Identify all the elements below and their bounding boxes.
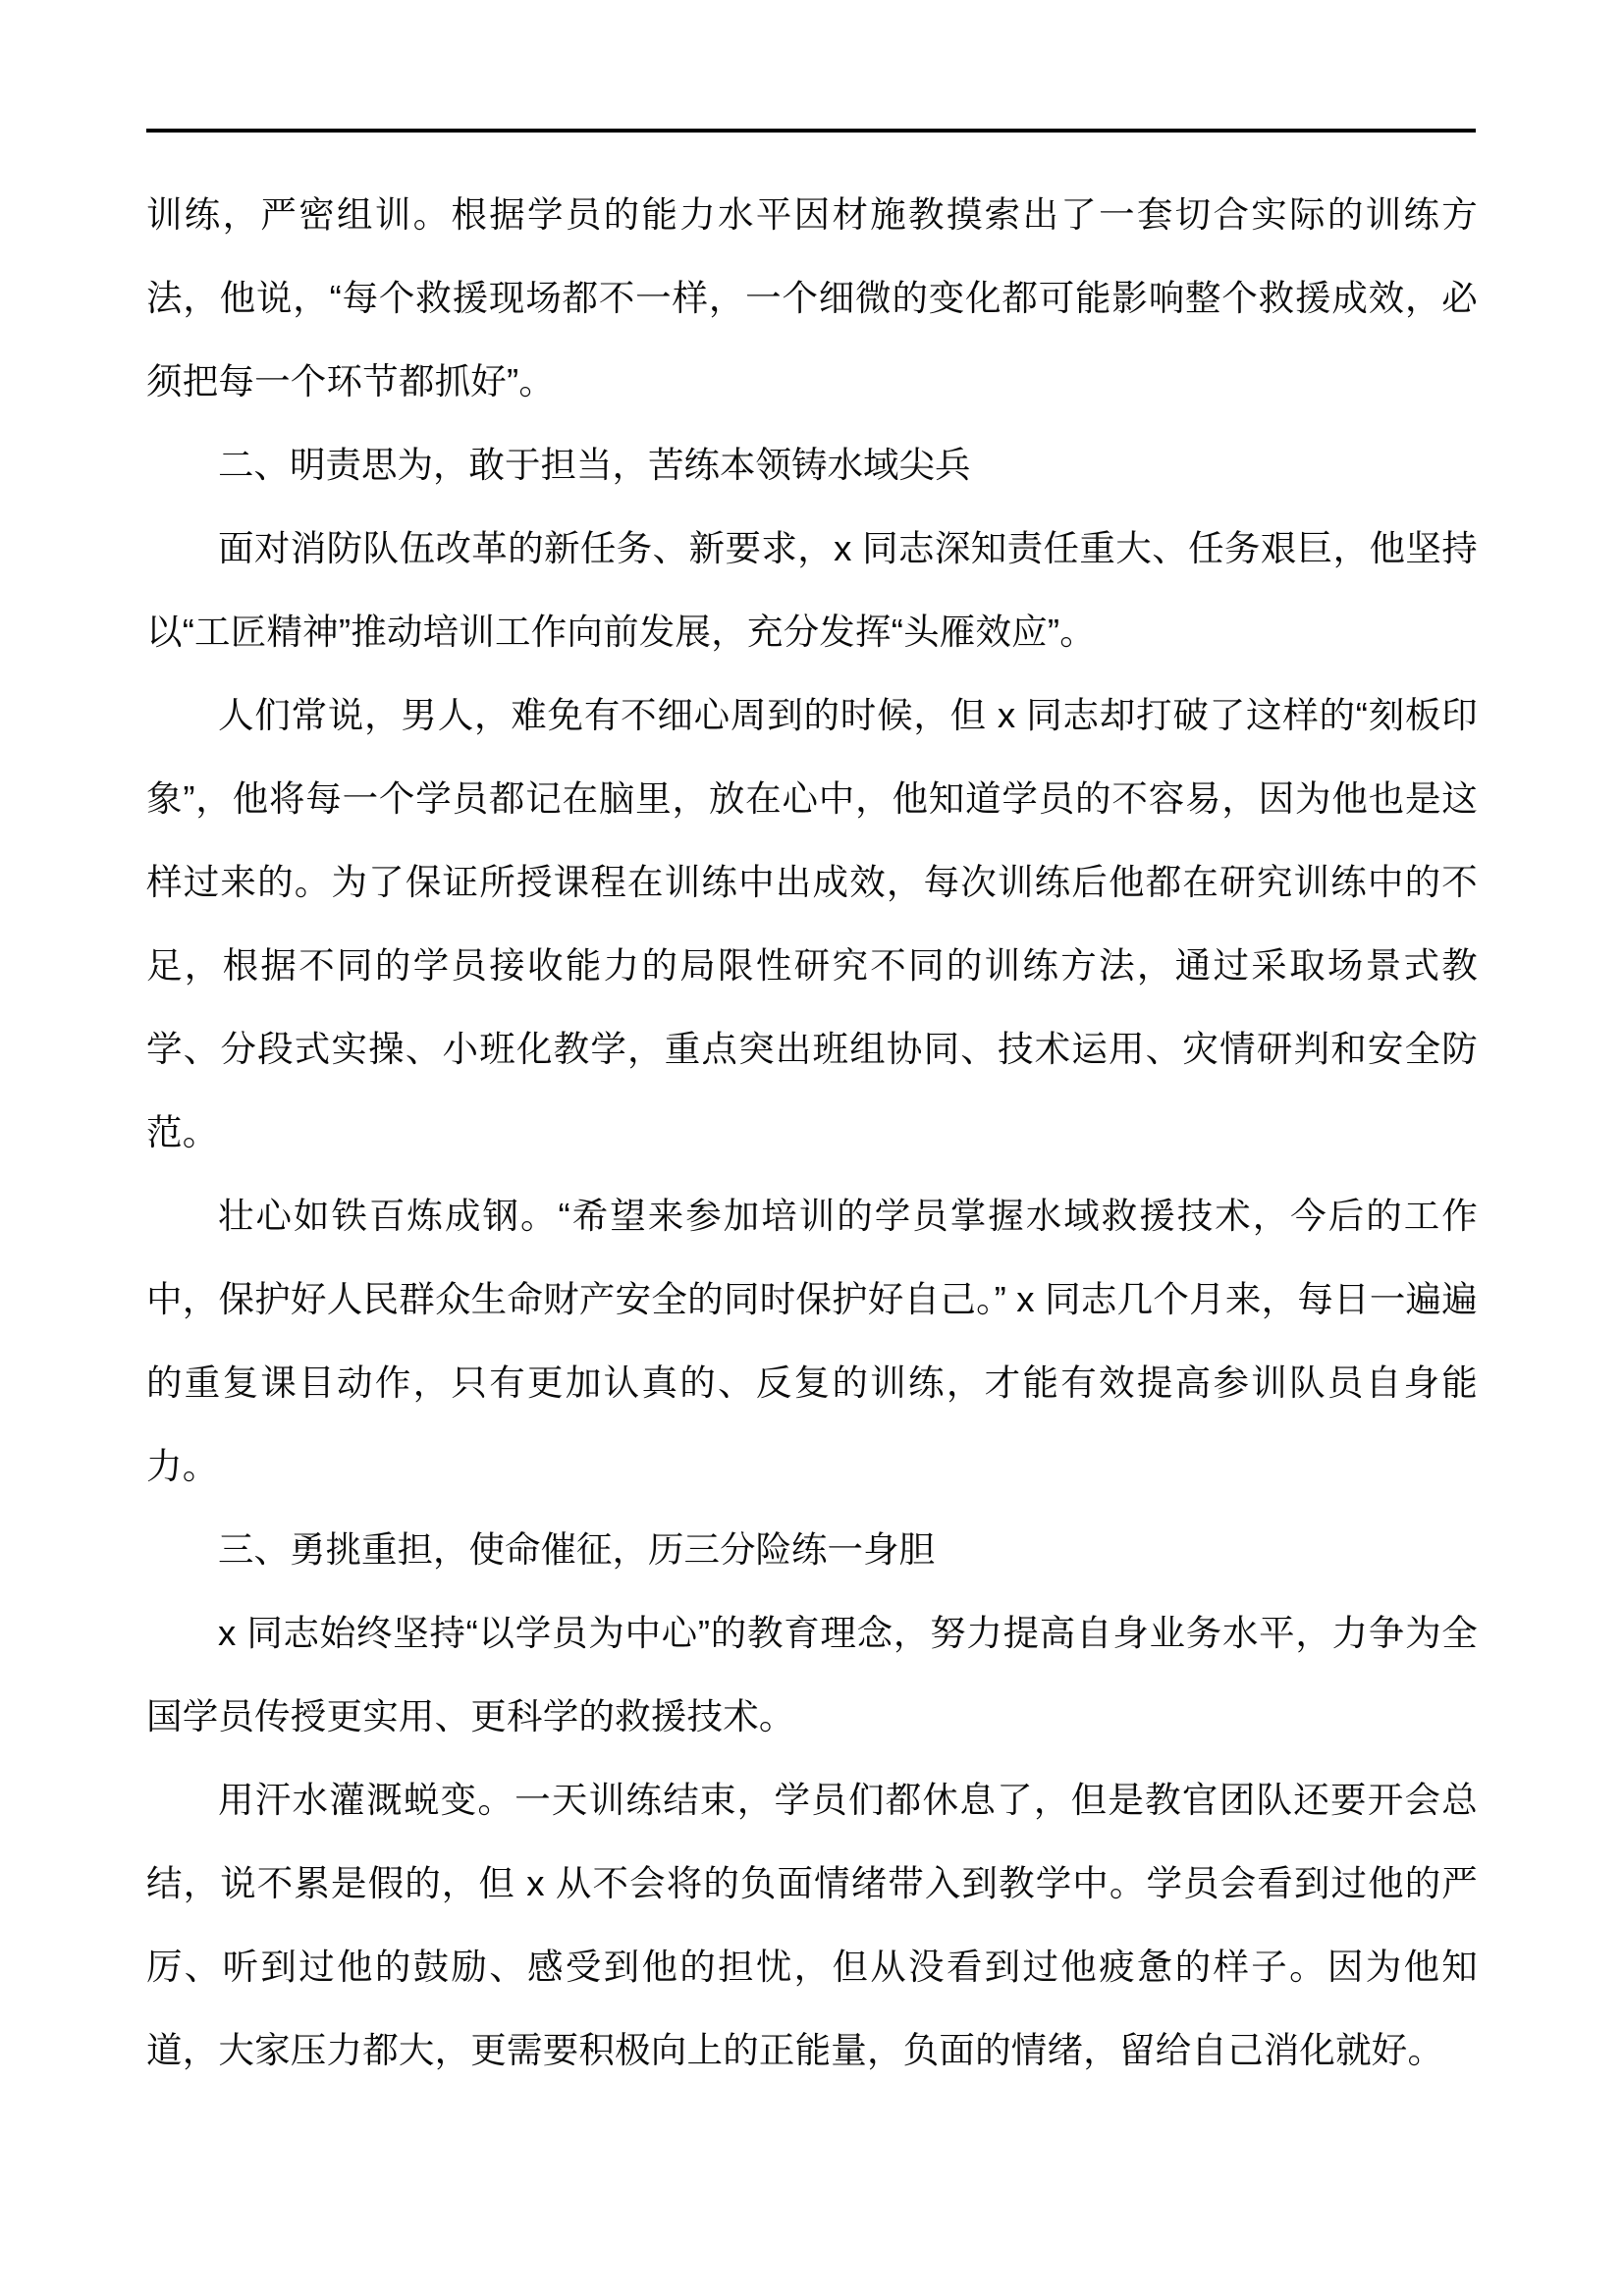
paragraph-reform-tasks: 面对消防队伍改革的新任务、新要求，x 同志深知责任重大、任务艰巨，他坚持以“工匠精神”推动培训工作向前发展，充分发挥“头雁效应”。 [146,528,1478,652]
section-heading-three: 三、勇挑重担，使命催征，历三分险练一身胆 [218,1529,935,1570]
document-body-column [146,173,1478,2092]
paragraph-continuation: 训练，严密组训。根据学员的能力水平因材施教摸索出了一套切合实际的训练方法，他说，“每个救援现场都不一样，一个细微的变化都可能影响整个救援成效，必须把每一个环节都抓好”。 [146,194,1478,401]
section-heading-two: 二、明责思为，敢于担当，苦练本领铸水域尖兵 [218,445,971,485]
header-separator-rule [146,129,1476,133]
paragraph-steel-will: 壮心如铁百炼成钢。“希望来参加培训的学员掌握水域救援技术，今后的工作中，保护好人民群众生命财产安全的同时保护好自己。” x 同志几个月来，每日一遍遍的重复课目动作，只有更加认真的、反复的训练，才能有效提高参训队员自身能力。 [146,1196,1478,1486]
paragraph-sweat-transformation: 用汗水灌溉蜕变。一天训练结束，学员们都休息了，但是教官团队还要开会总结，说不累是假的，但 x 从不会将的负面情绪带入到教学中。学员会看到过他的严厉、听到过他的鼓励、感受到他的担忧，但从没看到过他疲惫的样子。因为他知道，大家压力都大，更需要积极向上的正能量，负面的情绪，留给自己消化就好。 [146,1780,1478,2070]
paragraph-student-centered: x 同志始终坚持“以学员为中心”的教育理念，努力提高自身业务水平，力争为全国学员传授更实用、更科学的救援技术。 [146,1613,1478,1736]
paragraph-stereotype-training: 人们常说，男人，难免有不细心周到的时候，但 x 同志却打破了这样的“刻板印象”，他将每一个学员都记在脑里，放在心中，他知道学员的不容易，因为他也是这样过来的。为了保证所授课程在训练中出成效，每次训练后他都在研究训练中的不足，根据不同的学员接收能力的局限性研究不同的训练方法，通过采取场景式教学、分段式实操、小班化教学，重点突出班组协同、技术运用、灾情研判和安全防范。 [146,695,1478,1152]
